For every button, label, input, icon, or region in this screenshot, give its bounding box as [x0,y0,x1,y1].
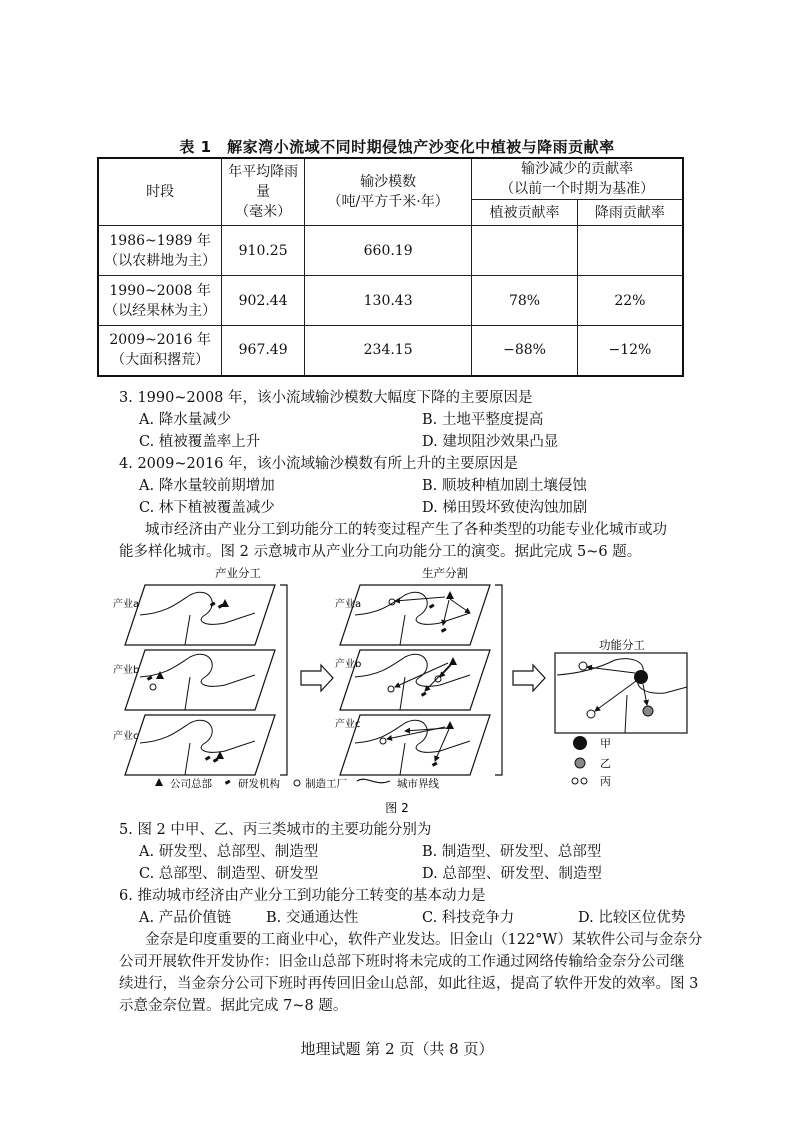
q4-stem: 4. 2009~2016 年，该小流域输沙模数有所上升的主要原因是 [119,456,519,472]
q6-stem: 6. 推动城市经济由产业分工到功能分工转变的基本动力是 [119,888,486,904]
q5-option-b[interactable]: B. 制造型、研发型、总部型 [422,844,602,860]
city-yi-marker [575,758,585,768]
chennai-paragraph-line: 示意金奈位置。据此完成 7~8 题。 [119,998,348,1014]
legend-hq-marker [155,778,163,786]
table-title: 表 1 解家湾小流域不同时期侵蚀产沙变化中植被与降雨贡献率 [179,138,615,156]
legend-factory: 制造工厂 [305,778,347,790]
header-veg: 植被贡献率 [472,200,578,226]
q6-option-b[interactable]: B. 交通通达性 [266,910,359,926]
table-row: 2009~2016 年 （大面积撂荒） 967.49 234.15 −88% −12% [98,326,683,376]
legend-hq: 公司总部 [170,778,212,790]
header-sediment: 输沙模数 （吨/平方千米·年） [305,158,472,226]
middle-panel-c [340,715,490,775]
middle-panel-a [340,585,490,645]
city-jia-marker [573,736,587,750]
middle-bracket [495,585,502,775]
header-contribution: 输沙减少的贡献率 （以前一个时期为基准） [472,158,683,200]
industry-b-label-left: 产业b [113,665,140,676]
q5-option-d[interactable]: D. 总部型、研发型、制造型 [422,866,602,882]
industry-a-label-middle: 产业a [335,599,362,610]
header-period: 时段 [98,158,222,226]
industry-a-label-left: 产业a [113,599,140,610]
page-footer: 地理试题 第 2 页（共 8 页） [300,1040,494,1058]
header-rainfall: 年平均降雨量 （毫米） [222,158,305,226]
header-rain: 降雨贡献率 [577,200,683,226]
middle-panel-b [340,650,490,710]
q5-stem: 5. 图 2 中甲、乙、丙三类城市的主要功能分别为 [119,822,432,838]
left-panel-a [125,585,275,645]
city-yi-label: 乙 [600,757,611,770]
legend-rd-marker [225,780,231,785]
q5-option-c[interactable]: C. 总部型、制造型、研发型 [139,866,319,882]
chennai-paragraph-line: 续进行，当金奈分公司下班时再传回旧金山总部，如此往返，提高了软件开发的效率。图 3 [119,976,699,992]
left-panel-b [125,650,275,710]
label-production-split: 生产分割 [422,566,468,580]
function-panel [555,653,687,733]
city-jia-label: 甲 [600,737,611,750]
legend-boundary: 城市界线 [397,778,439,790]
city-bing-marker [572,778,578,784]
q6-option-d[interactable]: D. 比较区位优势 [578,910,686,926]
transition-arrow-2 [513,665,545,691]
q6-option-a[interactable]: A. 产品价值链 [139,910,232,926]
legend-factory-marker [294,780,300,786]
industry-b-label-middle: 产业b [335,659,362,670]
q4-option-a[interactable]: A. 降水量较前期增加 [139,478,275,494]
q3-option-d[interactable]: D. 建坝阻沙效果凸显 [422,434,559,450]
label-function-division: 功能分工 [599,638,645,652]
q6-option-c[interactable]: C. 科技竞争力 [422,910,515,926]
city-bing-label: 丙 [600,775,611,788]
q5-option-a[interactable]: A. 研发型、总部型、制造型 [139,844,319,860]
figure-2 [95,565,705,820]
q4-option-c[interactable]: C. 林下植被覆盖减少 [139,500,275,516]
intro-paragraph-line: 城市经济由产业分工到功能分工的转变过程产生了各种类型的功能专业化城市或功 [145,522,667,538]
legend-boundary-marker [357,779,390,782]
chennai-paragraph-line: 金奈是印度重要的工商业中心，软件产业发达。旧金山（122°W）某软件公司与金奈分 [145,932,703,948]
legend-rd: 研发机构 [238,778,280,790]
q3-option-b[interactable]: B. 土地平整度提高 [422,412,544,428]
industry-c-label-middle: 产业c [335,719,361,730]
table-1 [97,157,684,377]
left-bracket [280,585,287,775]
table-row: 1986~1989 年 （以农耕地为主） 910.25 660.19 [98,226,683,276]
intro-paragraph-line: 能多样化城市。图 2 示意城市从产业分工向功能分工的演变。据此完成 5~6 题。 [119,544,642,560]
figure-caption: 图 2 [385,801,409,815]
q4-option-d[interactable]: D. 梯田毁坏致使沟蚀加剧 [422,500,588,516]
label-industry-division: 产业分工 [215,566,261,580]
q3-option-a[interactable]: A. 降水量减少 [139,412,232,428]
q4-option-b[interactable]: B. 顺坡种植加剧土壤侵蚀 [422,478,587,494]
q3-stem: 3. 1990~2008 年，该小流域输沙模数大幅度下降的主要原因是 [119,390,533,406]
q3-option-c[interactable]: C. 植被覆盖率上升 [139,434,261,450]
left-panel-c [125,715,275,775]
transition-arrow-1 [301,665,333,691]
chennai-paragraph-line: 公司开展软件开发协作：旧金山总部下班时将未完成的工作通过网络传输给金奈分公司继 [119,954,685,970]
industry-c-label-left: 产业c [113,731,139,742]
table-row: 1990~2008 年 （以经果林为主） 902.44 130.43 78% 22% [98,276,683,326]
